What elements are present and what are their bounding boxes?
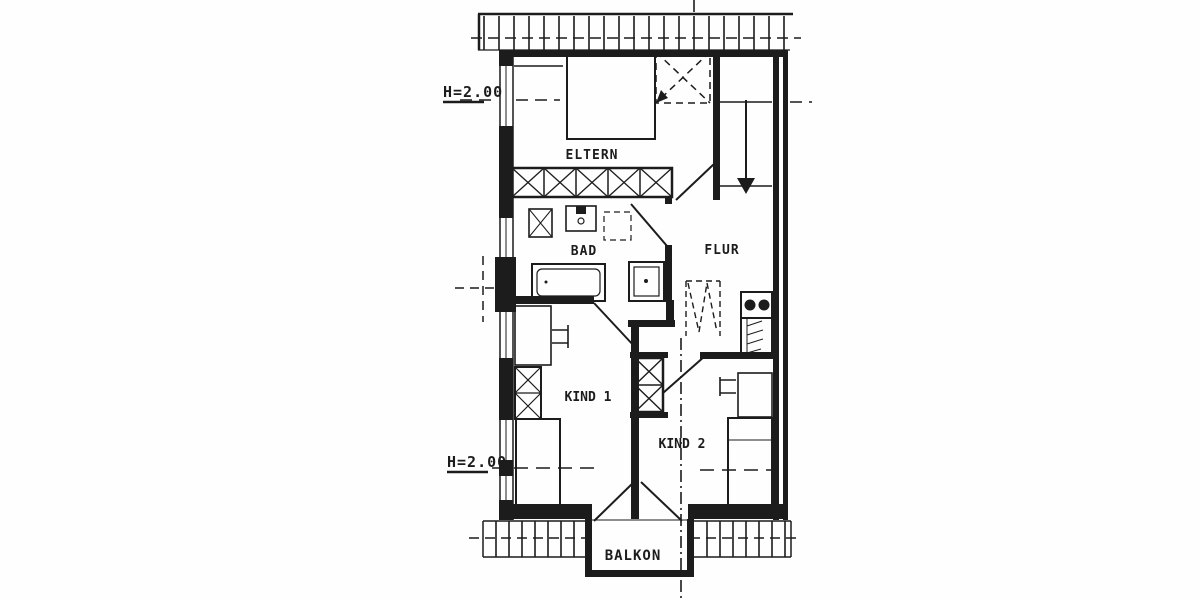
height-label-top: H=2.00 <box>443 83 504 101</box>
balcony-wall-left <box>585 519 592 577</box>
kind1-chair <box>552 325 568 348</box>
wall-alcove-stub <box>666 300 674 322</box>
attic-ladder <box>686 281 720 336</box>
balcony-door-leaf-left <box>594 482 634 521</box>
balcony <box>592 482 688 521</box>
room-label-balkon: BALKON <box>604 548 662 564</box>
wc-cross <box>529 209 552 237</box>
entrance-door-leaf <box>676 164 714 200</box>
kind2-door-leaf <box>663 356 705 393</box>
section-marker-dashed <box>455 256 500 322</box>
height-label-bottom: H=2.00 <box>447 453 508 471</box>
stove-burner-right <box>759 300 770 311</box>
room-label-eltern: ELTERN <box>565 148 619 163</box>
wall-divider-kind <box>631 322 639 519</box>
attic-ladder-legs <box>688 283 717 332</box>
wall-right-outer <box>773 50 779 520</box>
roof-window-arrowhead <box>656 90 668 103</box>
walls <box>495 50 788 577</box>
wall-bad-east-stub <box>665 198 672 204</box>
kitchenette <box>741 292 772 358</box>
roof-window <box>656 52 710 103</box>
shower-drain <box>644 279 648 283</box>
kind1-bed <box>516 419 560 505</box>
kind1-desk <box>515 306 551 365</box>
appliance-space <box>604 212 631 240</box>
balcony-door-leaf-right <box>641 482 682 521</box>
kind1-furniture <box>515 306 568 505</box>
wardrobe-row-crosses <box>512 168 672 197</box>
room-label-bad: BAD <box>570 244 598 259</box>
room-label-flur: FLUR <box>704 243 740 258</box>
wall-right-inner <box>783 50 788 520</box>
kind2-desk <box>738 373 772 417</box>
room-label-kind2: KIND 2 <box>658 437 706 452</box>
balcony-wall-right <box>687 519 694 577</box>
band-bl-ticks <box>496 521 587 557</box>
wall-left-seg1 <box>499 50 513 66</box>
kind2-furniture <box>720 373 772 505</box>
stove-burner-left <box>745 300 756 311</box>
wall-stairwell <box>713 50 720 200</box>
bathtub-drain <box>545 281 548 284</box>
eltern-bed <box>567 53 655 139</box>
wall-bottom-right <box>688 504 788 519</box>
wardrobe-row <box>512 168 672 197</box>
band-br-frame <box>694 521 791 557</box>
roof-edge-band-bottom-left <box>469 521 592 557</box>
washbasin-drain <box>578 218 584 224</box>
roof-edge-band-top <box>471 14 801 50</box>
chimney <box>635 358 663 412</box>
band-br-ticks <box>707 521 785 557</box>
kind2-chair <box>720 377 736 396</box>
band-top-frame <box>478 14 793 50</box>
kind2-bed <box>728 418 772 505</box>
eltern-room <box>514 53 655 139</box>
room-label-kind1: KIND 1 <box>564 390 612 405</box>
washbasin-tap <box>576 206 586 214</box>
band-top-ticks <box>484 16 784 50</box>
roof-edge-band-bottom-right <box>690 521 799 557</box>
kind1-wardrobe-crosses <box>515 367 541 419</box>
wall-bad-east <box>665 245 672 302</box>
wall-left-seg3 <box>499 358 513 420</box>
bad-door-leaf <box>631 204 667 246</box>
balcony-wall-bottom <box>585 570 694 577</box>
staircase <box>676 100 772 200</box>
